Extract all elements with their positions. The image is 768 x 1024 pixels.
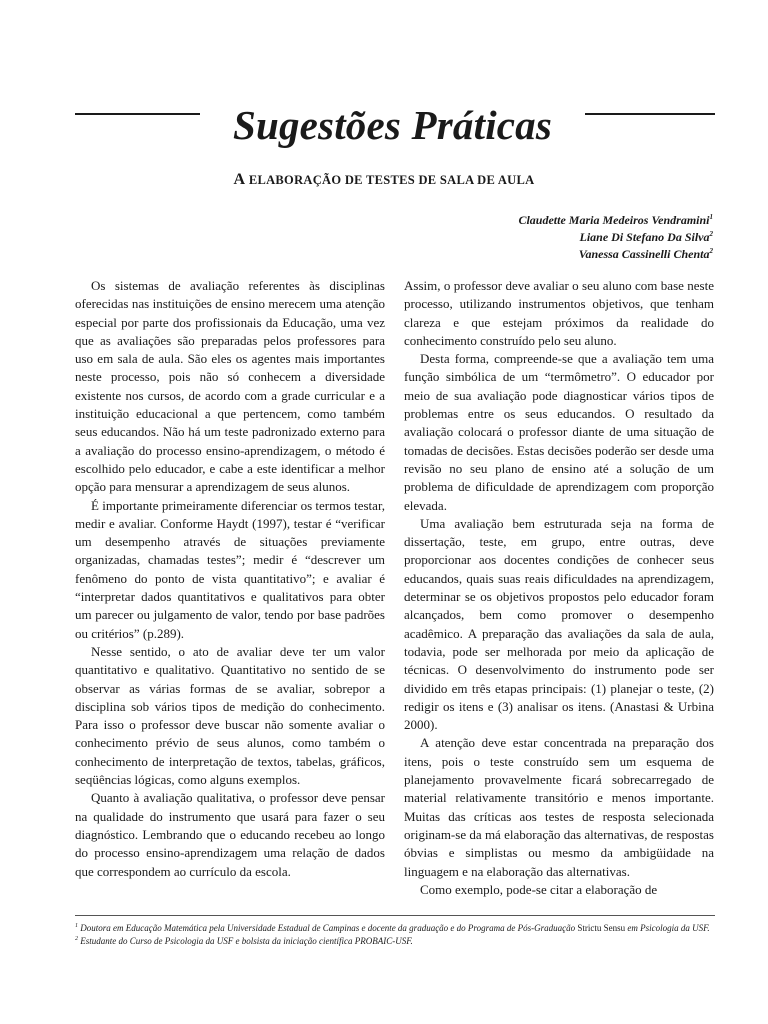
author: Vanessa Cassinelli Chenta$^2$ bbox=[578, 247, 713, 261]
article-title bbox=[0, 171, 768, 189]
paragraph: Assim, o professor deve avaliar o seu aluno com base neste processo, utilizando instrumentos objetivos, que tenham clareza e que estejam próximos da realidade do conhecimento construído pelo seu aluno. bbox=[404, 278, 714, 348]
author-list bbox=[313, 212, 713, 263]
footnote-divider bbox=[75, 915, 715, 916]
author: Liane Di Stefano Da Silva$^2$ bbox=[579, 230, 713, 244]
article-title-initial: A bbox=[233, 171, 246, 188]
title-rule-right bbox=[585, 113, 715, 115]
paragraph: A atenção deve estar concentrada na preparação dos itens, pois o teste construído sem um esquema de planejamento provavelmente ficará sobrecarregado de material relativamente transitório e menos importante. Muitas das críticas aos testes de resposta selecionada originam-se da má elaboração das alternativas, de respostas óbvias e simplistas ou mesmo da ambigüidade na linguagem e na elaboração das alternativas. bbox=[404, 735, 714, 879]
body-column-right bbox=[404, 277, 714, 899]
body-column-left bbox=[75, 277, 385, 881]
paragraph: Como exemplo, pode-se citar a elaboração de bbox=[420, 881, 658, 897]
paragraph: Uma avaliação bem estruturada seja na forma de dissertação, teste, em grupo, entre outras, deve proporcionar aos docentes condições de conhecer seus educandos, quais suas reais dificuldades na aprendizagem, determinar se os objetivos propostos pelo educador foram alcançados, bem como promover o desempenho acadêmico. A preparação das avaliações da sala de aula, todavia, pode ser melhorada por meio da aplicação de técnicas. O desenvolvimento do instrumento pode ser dividido em três etapas principais: (1) planejar o teste, (2) redigir os itens e (3) analisar os itens. (Anastasi & Urbina 2000). bbox=[404, 515, 714, 733]
footnote-1: $^1$ Doutora em Educação Matemática pela Universidade Estadual de Campinas e docente da graduação e do Programa de Pós-Graduação Strictu Sensu em Psicologia da USF. bbox=[75, 923, 710, 933]
paragraph: É importante primeiramente diferenciar os termos testar, medir e avaliar. Conforme Haydt (1997), testar é “verificar um desempenho através de situações previamente organizadas, chamadas testes”; medir é “descrever um fenômeno do ponto de vista quantitativo”; e avaliar é “interpretar dados quantitativos e qualitativos para obter um parecer ou julgamento de valor, tendo por base padrões ou critérios” (p.289). bbox=[75, 497, 385, 641]
title-rule-left bbox=[75, 113, 200, 115]
author: Claudette Maria Medeiros Vendramini$^1$ bbox=[518, 213, 713, 227]
paragraph: Desta forma, compreende-se que a avaliação tem uma função simbólica de um “termômetro”. O educador por meio de sua avaliação pode diagnosticar vários tipos de problemas entre os seus educandos. O resultado da avaliação colocará o professor diante de uma situação de tomadas de decisões. Estas decisões poderão ser desde uma revisão no seu plano de ensino até a solução de um problema de dificuldade de aprendizagem com proporção elevada. bbox=[404, 351, 714, 513]
paragraph: Os sistemas de avaliação referentes às disciplinas oferecidas nas instituições de ensino merecem uma atenção especial por parte dos profissionais da Educação, uma vez que as avaliações são preparadas pelos professores para uso em sala de aula. São eles os agentes mais importantes neste processo, pois não só conhecem a diversidade existente nos cursos, de acordo com a grade curricular e a instituição educacional a que pertencem, como também seus educandos. Não há um teste padronizado externo para a avaliação do processo ensino-aprendizagem, o método é escolhido pelo educador, e cabe a este identificar a melhor opção para mensurar a aprendizagem de seus alunos. bbox=[75, 278, 385, 495]
section-title: Sugestões Práticas bbox=[232, 102, 553, 149]
article-title-rest: ELABORAÇÃO DE TESTES DE SALA DE AULA bbox=[245, 173, 535, 187]
paragraph: Quanto à avaliação qualitativa, o professor deve pensar na qualidade do instrumento que usará para fazer o seu diagnóstico. Lembrando que o educando recebeu ao longo do processo ensino-aprendizagem uma relação de dados que correspondem ao currículo da escola. bbox=[75, 790, 385, 879]
footnote-2: $^2$ Estudante do Curso de Psicologia da USF e bolsista da iniciação científica PROBAIC-USF. bbox=[75, 935, 413, 946]
footnotes bbox=[75, 922, 715, 947]
paragraph: Nesse sentido, o ato de avaliar deve ter um valor quantitativo e qualitativo. Quantitativo no sentido de se observar as várias formas de se avaliar, sobrepor a disciplina sob vários tipos de medição do conhecimento. Para isso o professor deve buscar não somente avaliar o conhecimento prévio de seus alunos, como também o conhecimento de interpretação de textos, tabelas, gráficos, seqüências lógicas, como alguns exemplos. bbox=[75, 643, 385, 788]
